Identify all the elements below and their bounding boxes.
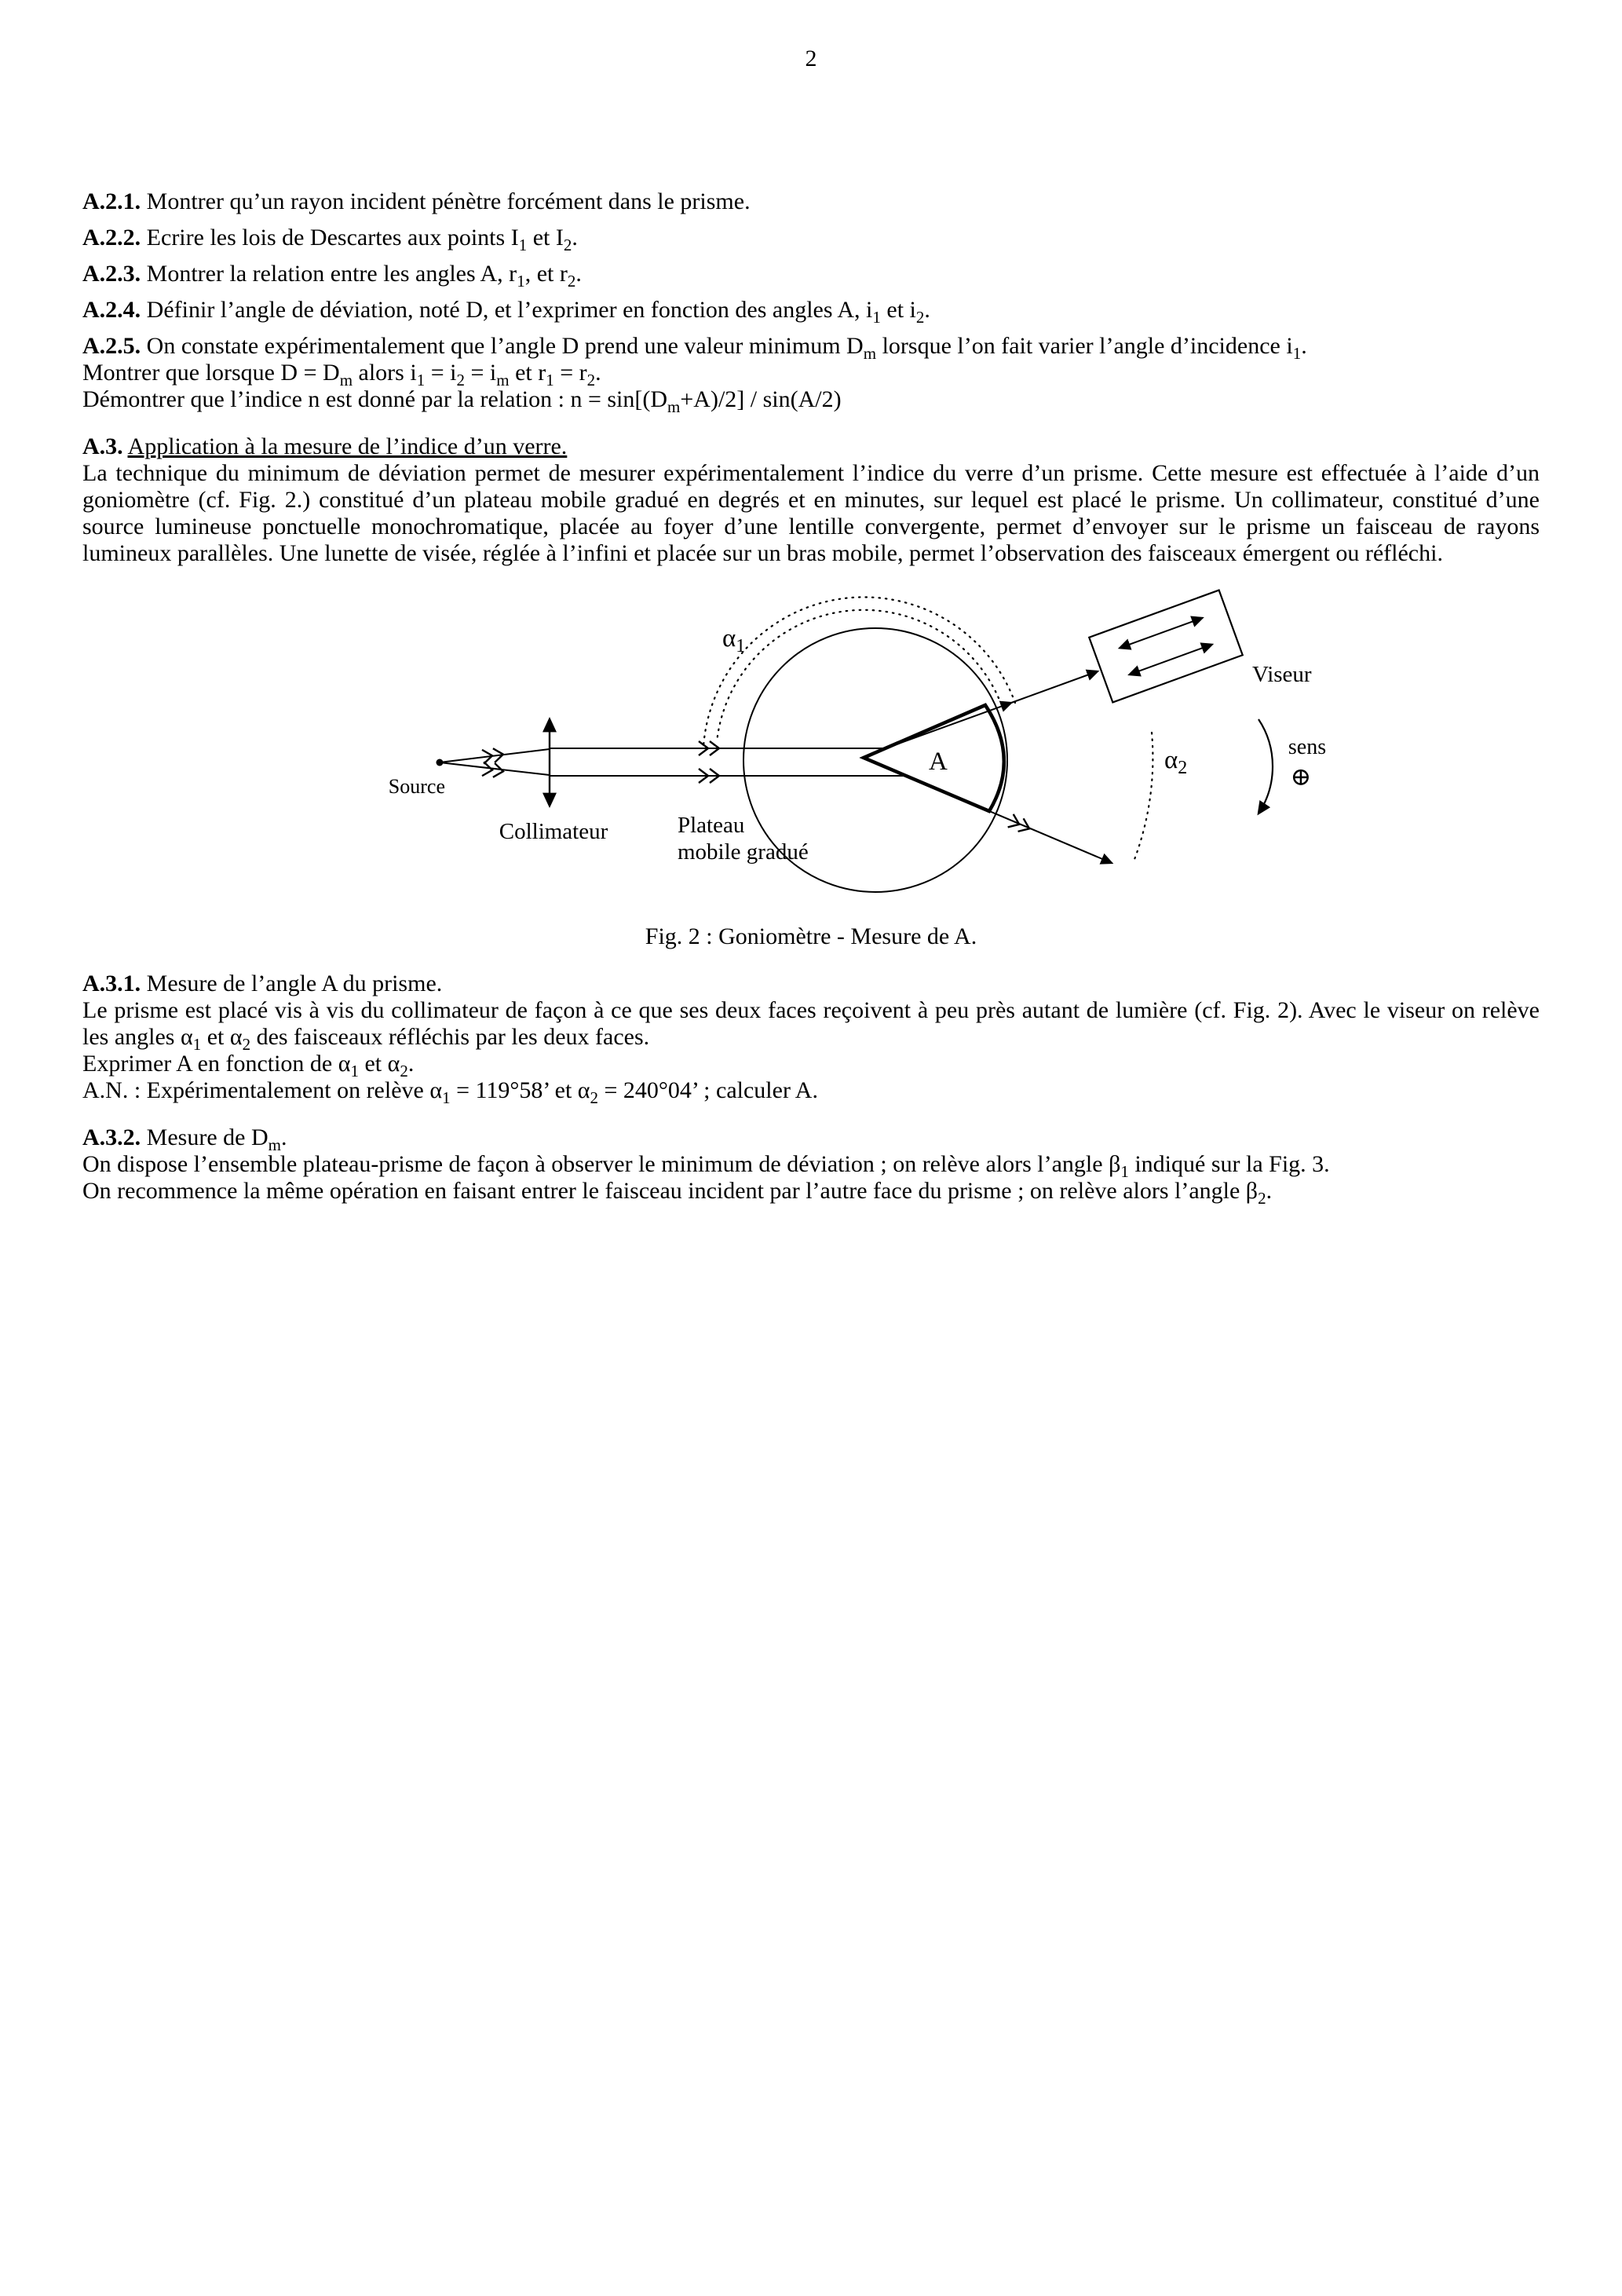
goniometer-diagram — [82, 579, 1540, 917]
item-text: Ecrire les lois de Descartes aux points $I_1$ et $I_2$. — [146, 225, 578, 254]
item-number: A.2.3. — [82, 261, 141, 287]
section-a31-line3: A.N. : Expérimentalement on relève $\alpha_1 = 119^\circ 58$’ et $\alpha_2 = 240^\circ 04$’ ; calculer A. — [82, 1077, 818, 1107]
exercise-item-a25-line2: Montrer que lorsque $D = D_m$ alors $i_1 = i_2 = i_m$ et $r_1 = r_2$. — [82, 360, 601, 389]
plateau-label-line2: mobile gradué — [678, 839, 809, 865]
section-heading-a31 — [82, 971, 1540, 997]
section-title: Application à la mesure de l’indice d’un verre. — [127, 433, 568, 459]
item-text: Montrer la relation entre les angles A, $r_1$, et $r_2$. — [146, 261, 582, 291]
ray-direction-chevron — [482, 748, 504, 764]
item-number: A.2.5. — [82, 333, 141, 359]
section-heading-a32 — [82, 1124, 1540, 1154]
prism-angle-label: A — [929, 748, 948, 776]
alpha2-arc — [1134, 733, 1153, 861]
exercise-item-a25 — [82, 333, 1540, 363]
section-title: Mesure de l’angle A du prisme. — [146, 971, 443, 996]
reflected-ray-to-viseur-2 — [1011, 671, 1098, 703]
exercise-item-a25-line3: Démontrer que l’indice n est donné par la relation : $n = \sin[(D_m+A)/2] / \sin(A/2)$ — [82, 386, 842, 416]
item-text: On constate expérimentalement que l’angle D prend une valeur minimum $D_m$ lorsque l’on fait varier l’angle d’incidence $i_1$. — [146, 333, 1307, 363]
section-a31-line2: Exprimer A en fonction de $\alpha_1$ et $\alpha_2$. — [82, 1051, 415, 1080]
ray-direction-chevron — [1008, 814, 1032, 835]
item-text: Montrer qu’un rayon incident pénètre forcément dans le prisme. — [146, 188, 751, 214]
section-body-a32-1: On dispose l’ensemble plateau-prisme de façon à observer le minimum de déviation ; on relève alors l’angle $\beta_1$ indiqué sur la Fig. 3. — [82, 1151, 1330, 1181]
alpha1-label: $\alpha_1$ — [722, 624, 746, 656]
viseur-label: Viseur — [1252, 662, 1312, 687]
section-body-a3: La technique du minimum de déviation permet de mesurer expérimentalement l’indice du verre d’un prisme. Cette mesure est effectuée à l’aide d’un goniomètre (cf. Fig. 2.) constitué d’un plateau mobile gradué en degrés et en minutes, sur lequel est placé le prisme. Un collimateur, constitué d’une source lumineuse ponctuelle monochromatique, placée au foyer d’une lentille convergente, permet d’envoyer sur le prisme un faisceau de rayons lumineux parallèles. Une lunette de visée, réglée à l’infini et placée sur un bras mobile, permet l’observation des faisceaux émergent ou réfléchi. — [82, 460, 1540, 566]
ray-direction-chevron — [482, 762, 504, 778]
exercise-item-a22 — [82, 225, 1540, 254]
exercise-item-a23 — [82, 261, 1540, 291]
viseur-box — [1089, 590, 1242, 703]
sens-label: sens — [1288, 735, 1327, 759]
alpha2-label: $\alpha_2$ — [1164, 746, 1188, 778]
viseur-rect — [1089, 590, 1242, 703]
section-body-a31: Le prisme est placé vis à vis du collimateur de façon à ce que ses deux faces reçoivent à peu près autant de lumière (cf. Fig. 2). Avec le viseur on relève les angles $\alpha_1$ et $\alpha_2$ des faisceaux réfléchis par les deux faces. — [82, 997, 1540, 1054]
section-title: Mesure de $D_m$. — [146, 1124, 287, 1154]
source-label: Source — [388, 775, 445, 798]
page-number: 2 — [805, 46, 817, 71]
section-number: A.3.1. — [82, 971, 141, 996]
section-body-a32-2: On recommence la même opération en faisant entrer le faisceau incident par l’autre face du prisme ; on relève alors l’angle $\beta_2$. — [82, 1178, 1273, 1208]
rotation-direction-arrow — [1259, 719, 1273, 813]
exercise-item-a21 — [82, 188, 1540, 215]
figure-caption: Fig. 2 : Goniomètre - Mesure de A. — [645, 923, 977, 949]
alpha1-arc-outer — [703, 597, 1015, 747]
section-number: A.3. — [82, 433, 123, 459]
reflected-ray-to-viseur-1 — [886, 703, 1011, 748]
figure-2 — [82, 579, 1540, 950]
item-number: A.2.4. — [82, 297, 141, 323]
source-ray-upper — [440, 749, 550, 762]
collimateur-label: Collimateur — [499, 819, 608, 844]
rotation-symbol: ⊕ — [1290, 762, 1312, 791]
reflected-ray-lower — [906, 776, 1112, 863]
item-number: A.2.1. — [82, 188, 141, 214]
section-heading-a3 — [82, 433, 1540, 460]
item-text: Définir l’angle de déviation, noté D, et l’exprimer en fonction des angles A, $i_1$ et $i_2$. — [146, 297, 930, 327]
exercise-item-a24 — [82, 297, 1540, 327]
plateau-label-line1: Plateau — [678, 813, 745, 838]
section-number: A.3.2. — [82, 1124, 141, 1150]
item-number: A.2.2. — [82, 225, 141, 250]
